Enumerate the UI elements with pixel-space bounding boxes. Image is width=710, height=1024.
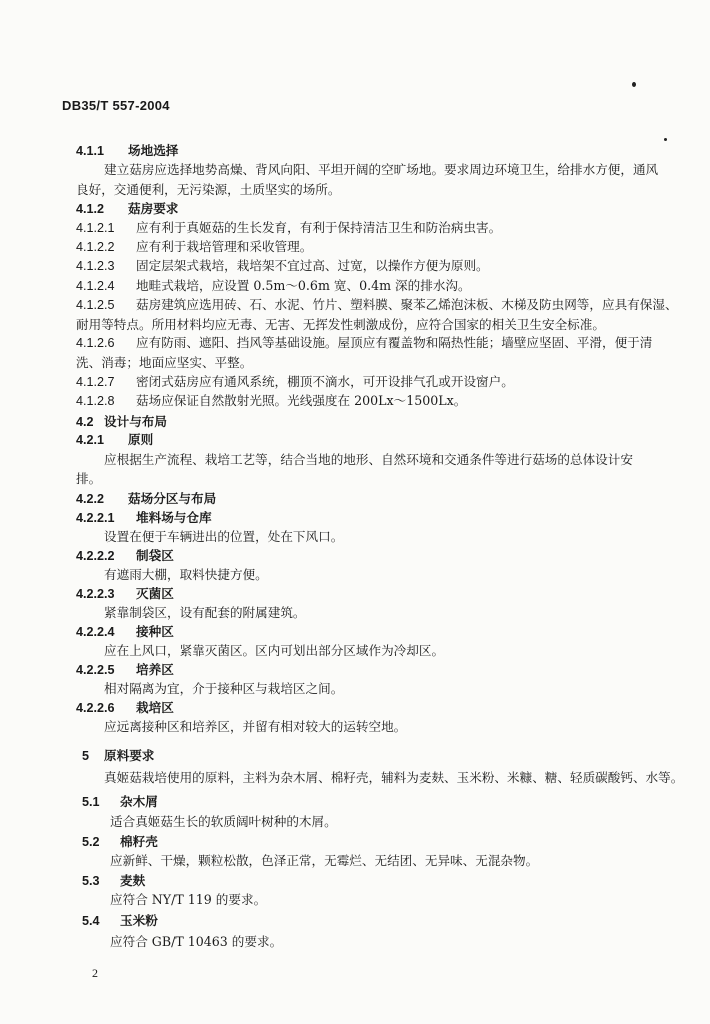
document-id: DB35/T 557-2004 bbox=[62, 98, 170, 113]
clause-number: 4.2.2.5 bbox=[76, 663, 115, 677]
clause-text: 应有防雨、遮阳、挡风等基础设施。屋顶应有覆盖物和隔热性能；墙壁应坚固、平滑，便于清 bbox=[136, 335, 653, 350]
clause-heading: 菇房要求 bbox=[128, 201, 179, 216]
clause-text: 耐用等特点。所用材料均应无毒、无害、无挥发性刺激成份，应符合国家的相关卫生安全标准。 bbox=[76, 317, 605, 332]
clause-text: 应新鲜、干燥，颗粒松散，色泽正常，无霉烂、无结团、无异味、无混杂物。 bbox=[110, 853, 539, 868]
clause-number: 4.2.2.4 bbox=[76, 625, 115, 639]
clause-text: 密闭式菇房应有通风系统，棚顶不滴水，可开设排气孔或开设窗户。 bbox=[136, 374, 514, 389]
clause-number: 4.1.2.7 bbox=[76, 375, 115, 389]
clause-text: 地畦式栽培，应设置 0.5m～0.6m 宽、0.4m 深的排水沟。 bbox=[136, 278, 471, 293]
clause-heading: 培养区 bbox=[136, 662, 174, 677]
clause-number: 4.1.2.6 bbox=[76, 336, 115, 350]
clause-number: 4.2.2.2 bbox=[76, 549, 115, 563]
scan-speck bbox=[664, 138, 667, 141]
clause-heading: 栽培区 bbox=[136, 700, 174, 715]
clause-heading: 制袋区 bbox=[136, 548, 174, 563]
clause-number: 4.2.2.6 bbox=[76, 701, 115, 715]
clause-number: 4.2.2.3 bbox=[76, 587, 115, 601]
clause-text: 真姬菇栽培使用的原料，主料为杂木屑、棉籽壳，辅料为麦麸、玉米粉、米糠、糖、轻质碳酸钙、水等。 bbox=[104, 770, 684, 785]
clause-number: 4.1.2.4 bbox=[76, 279, 115, 293]
clause-heading: 设计与布局 bbox=[104, 414, 167, 429]
clause-text: 洗、消毒；地面应坚实、平整。 bbox=[76, 355, 253, 370]
clause-text: 应远离接种区和培养区，并留有相对较大的运转空地。 bbox=[104, 719, 407, 734]
clause-text: 相对隔离为宜，介于接种区与栽培区之间。 bbox=[104, 681, 344, 696]
clause-heading: 玉米粉 bbox=[120, 913, 158, 928]
clause-number: 5.1 bbox=[82, 795, 100, 809]
clause-number: 5 bbox=[82, 749, 90, 763]
clause-text: 有遮雨大棚，取料快捷方便。 bbox=[104, 567, 268, 582]
clause-text: 应符合 GB/T 10463 的要求。 bbox=[110, 934, 283, 949]
clause-heading: 原则 bbox=[128, 432, 154, 447]
clause-heading: 接种区 bbox=[136, 624, 174, 639]
clause-number: 4.1.2.8 bbox=[76, 394, 115, 408]
clause-heading: 棉籽壳 bbox=[120, 834, 158, 849]
clause-text: 设置在便于车辆进出的位置，处在下风口。 bbox=[104, 529, 344, 544]
clause-heading: 麦麸 bbox=[120, 873, 146, 888]
clause-text: 建立菇房应选择地势高燥、背风向阳、平坦开阔的空旷场地。要求周边环境卫生，给排水方便，通风 bbox=[104, 162, 659, 177]
clause-number: 4.2.2.1 bbox=[76, 511, 115, 525]
clause-heading: 杂木屑 bbox=[120, 794, 158, 809]
clause-number: 4.1.2.5 bbox=[76, 298, 115, 312]
clause-number: 4.2.1 bbox=[76, 433, 105, 447]
clause-text: 固定层架式栽培，栽培架不宜过高、过宽，以操作方便为原则。 bbox=[136, 258, 489, 273]
clause-text: 应有利于栽培管理和采收管理。 bbox=[136, 239, 313, 254]
clause-text: 良好，交通便利，无污染源，土质坚实的场所。 bbox=[76, 182, 341, 197]
clause-text: 适合真姬菇生长的软质阔叶树种的木屑。 bbox=[110, 814, 337, 829]
page-number: 2 bbox=[92, 966, 98, 980]
clause-number: 4.2 bbox=[76, 415, 94, 429]
clause-number: 5.4 bbox=[82, 914, 100, 928]
clause-text: 菇场应保证自然散射光照。光线强度在 200Lx～1500Lx。 bbox=[136, 393, 467, 408]
clause-text: 菇房建筑应选用砖、石、水泥、竹片、塑料膜、聚苯乙烯泡沫板、木梯及防虫网等，应具有保湿、 bbox=[136, 297, 678, 312]
clause-number: 4.1.2.2 bbox=[76, 240, 115, 254]
clause-number: 4.2.2 bbox=[76, 492, 105, 506]
clause-heading: 灭菌区 bbox=[136, 586, 174, 601]
clause-heading: 场地选择 bbox=[128, 143, 179, 158]
clause-heading: 堆料场与仓库 bbox=[136, 510, 212, 525]
clause-text: 应符合 NY/T 119 的要求。 bbox=[110, 892, 267, 907]
clause-number: 4.1.2 bbox=[76, 202, 105, 216]
clause-number: 5.2 bbox=[82, 835, 100, 849]
clause-number: 4.1.2.3 bbox=[76, 259, 115, 273]
clause-text: 应在上风口，紧靠灭菌区。区内可划出部分区域作为冷却区。 bbox=[104, 643, 445, 658]
clause-text: 排。 bbox=[76, 471, 102, 486]
clause-heading: 菇场分区与布局 bbox=[128, 491, 217, 506]
clause-number: 4.1.1 bbox=[76, 144, 105, 158]
clause-text: 应根据生产流程、栽培工艺等，结合当地的地形、自然环境和交通条件等进行菇场的总体设计安 bbox=[104, 452, 633, 467]
clause-text: 应有利于真姬菇的生长发育，有利于保持清洁卫生和防治病虫害。 bbox=[136, 220, 502, 235]
clause-number: 4.1.2.1 bbox=[76, 221, 115, 235]
scan-speck bbox=[632, 82, 636, 87]
clause-number: 5.3 bbox=[82, 874, 100, 888]
clause-text: 紧靠制袋区，设有配套的附属建筑。 bbox=[104, 605, 306, 620]
clause-heading: 原料要求 bbox=[104, 748, 155, 763]
